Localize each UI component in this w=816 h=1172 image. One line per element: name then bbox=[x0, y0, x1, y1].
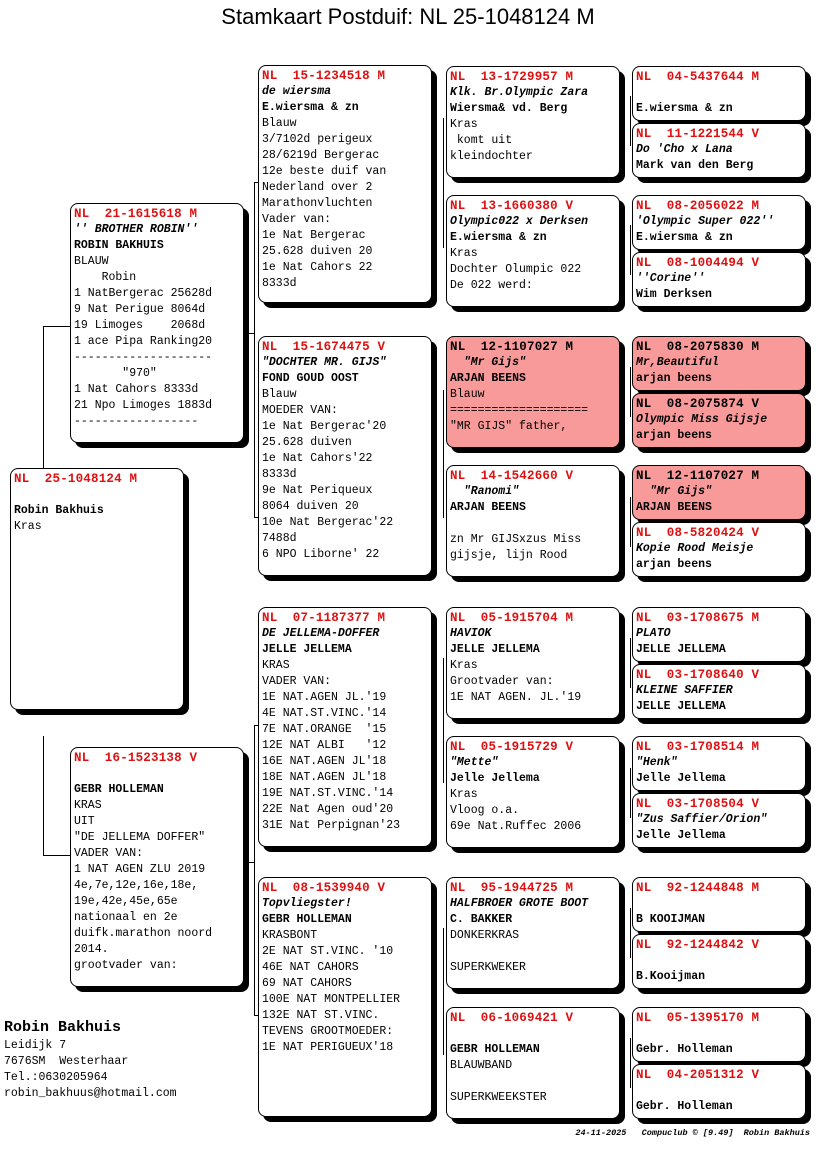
ancestor-card[interactable] bbox=[632, 336, 806, 391]
card-line: Do 'Cho x Lana bbox=[636, 143, 733, 156]
great-grandparent-card[interactable] bbox=[446, 736, 620, 848]
card-line: Kras bbox=[450, 118, 478, 131]
connector bbox=[630, 367, 631, 417]
ancestor-card[interactable] bbox=[632, 195, 806, 250]
card-line: "MR GIJS" father, bbox=[450, 420, 568, 433]
card-line: 1e Nat Bergerac'20 bbox=[262, 420, 387, 433]
ring-number: NL 04-2051312 V bbox=[636, 1068, 760, 1082]
card-line: ARJAN BEENS bbox=[636, 501, 712, 514]
card-line: GEBR HOLLEMAN bbox=[74, 783, 164, 796]
card-line: "Zus Saffier/Orion" bbox=[636, 813, 768, 826]
ring-number: NL 05-1915704 M bbox=[450, 611, 574, 625]
card-line: 7E NAT.ORANGE '15 bbox=[262, 723, 387, 736]
card-line: "DOCHTER MR. GIJS" bbox=[262, 356, 387, 369]
ring-number: NL 05-1915729 V bbox=[450, 740, 574, 754]
ring-number: NL 08-2056022 M bbox=[636, 199, 760, 213]
card-line: Vader van: bbox=[262, 213, 332, 226]
card-line: 1e Nat Bergerac bbox=[262, 229, 366, 242]
card-line: Jelle Jellema bbox=[636, 772, 726, 785]
grandparent-card[interactable] bbox=[258, 65, 432, 303]
card-line: JELLE JELLEMA bbox=[636, 700, 726, 713]
card-line: 132E NAT ST.VINC. bbox=[262, 1009, 380, 1022]
footer: 24-11-2025 Compuclub © [9.49] Robin Bakhuis bbox=[575, 1128, 810, 1138]
card-line: JELLE JELLEMA bbox=[636, 643, 726, 656]
card-line: ARJAN BEENS bbox=[450, 501, 526, 514]
card-line: Grootvader van: bbox=[450, 675, 554, 688]
card-line: 2014. bbox=[74, 943, 109, 956]
card-line: duifk.marathon noord bbox=[74, 927, 213, 940]
ring-number: NL 08-2075874 V bbox=[636, 397, 760, 411]
ring-number: NL 13-1660380 V bbox=[450, 199, 574, 213]
great-grandparent-card[interactable] bbox=[446, 195, 620, 307]
card-line bbox=[636, 1083, 802, 1099]
card-line: "Ranomi" bbox=[450, 485, 520, 498]
card-line: 9e Nat Periqueux bbox=[262, 484, 373, 497]
connector bbox=[43, 326, 71, 327]
card-line: BLAUW bbox=[74, 255, 109, 268]
card-line: arjan beens bbox=[636, 429, 712, 442]
card-line: SUPERKWEEKSTER bbox=[450, 1091, 547, 1104]
card-line: BLAUWBAND bbox=[450, 1059, 513, 1072]
ancestor-card[interactable] bbox=[632, 522, 806, 577]
card-line: 7488d bbox=[262, 532, 297, 545]
mother-card[interactable] bbox=[70, 747, 244, 987]
card-line: 6 NPO Liborne' 22 bbox=[262, 548, 380, 561]
grandparent-card[interactable] bbox=[258, 336, 432, 576]
card-line: DONKERKRAS bbox=[450, 929, 520, 942]
ancestor-card[interactable] bbox=[632, 465, 806, 520]
great-grandparent-card[interactable] bbox=[446, 607, 620, 719]
ancestor-card[interactable] bbox=[632, 66, 806, 121]
card-line: Nederland over 2 bbox=[262, 181, 373, 194]
ring-number: NL 12-1107027 M bbox=[636, 469, 760, 483]
page-title: Stamkaart Postduif: NL 25-1048124 M bbox=[221, 4, 595, 29]
card-line: JELLE JELLEMA bbox=[450, 643, 540, 656]
card-line: KRAS bbox=[262, 659, 290, 672]
connector bbox=[43, 736, 44, 856]
ring-number: NL 08-5820424 V bbox=[636, 526, 760, 540]
card-line: 1 ace Pipa Ranking20 bbox=[74, 335, 213, 348]
card-line: 1E NAT AGEN. JL.'19 bbox=[450, 691, 582, 704]
card-line: Blauw bbox=[262, 117, 297, 130]
card-line: gijsje, lijn Rood bbox=[450, 549, 568, 562]
card-line bbox=[636, 85, 802, 101]
ring-number: NL 95-1944725 M bbox=[450, 881, 574, 895]
card-line: Mr,Beautiful bbox=[636, 356, 719, 369]
card-line: E.wiersma & zn bbox=[262, 101, 359, 114]
card-line: 28/6219d Bergerac bbox=[262, 149, 380, 162]
card-line bbox=[450, 1026, 616, 1042]
owner-city: 7676SM Westerhaar bbox=[4, 1055, 129, 1068]
card-line: '' BROTHER ROBIN'' bbox=[74, 223, 199, 236]
card-line bbox=[636, 953, 802, 969]
card-line: Jelle Jellema bbox=[450, 772, 540, 785]
ancestor-card[interactable] bbox=[632, 1007, 806, 1062]
card-line: ------------------ bbox=[74, 415, 199, 428]
card-line: Jelle Jellema bbox=[636, 829, 726, 842]
card-line bbox=[450, 944, 616, 960]
grandparent-card[interactable] bbox=[258, 877, 432, 1117]
card-line: 18E NAT.AGEN JL'18 bbox=[262, 771, 387, 784]
ring-number: NL 06-1069421 V bbox=[450, 1011, 574, 1025]
ring-number: NL 03-1708640 V bbox=[636, 668, 760, 682]
card-line: grootvader van: bbox=[74, 959, 178, 972]
card-line: HALFBROER GROTE BOOT bbox=[450, 897, 589, 910]
ancestor-card[interactable] bbox=[632, 934, 806, 989]
ring-number: NL 16-1523138 V bbox=[74, 751, 198, 765]
card-line: 8333d bbox=[262, 277, 297, 290]
great-grandparent-card[interactable] bbox=[446, 66, 620, 178]
card-line: KRAS bbox=[74, 799, 102, 812]
card-line: Robin bbox=[74, 271, 137, 284]
card-line: 10e Nat Bergerac'22 bbox=[262, 516, 394, 529]
owner-name: Robin Bakhuis bbox=[4, 1019, 122, 1036]
card-line: Wiersma& vd. Berg bbox=[450, 102, 568, 115]
card-line: 8064 duiven 20 bbox=[262, 500, 359, 513]
connector bbox=[443, 118, 444, 248]
ring-number: NL 21-1615618 M bbox=[74, 207, 198, 221]
card-line: kleindochter bbox=[450, 150, 533, 163]
card-line: 1e Nat Cahors'22 bbox=[262, 452, 373, 465]
connector bbox=[254, 725, 255, 1015]
card-line: ARJAN BEENS bbox=[450, 372, 526, 385]
card-line: KRASBONT bbox=[262, 929, 318, 942]
ring-number: NL 25-1048124 M bbox=[14, 472, 138, 486]
grandparent-card[interactable] bbox=[258, 607, 432, 847]
card-line: 69e Nat.Ruffec 2006 bbox=[450, 820, 582, 833]
card-line: 12E NAT ALBI '12 bbox=[262, 739, 387, 752]
card-line: ROBIN BAKHUIS bbox=[74, 239, 164, 252]
card-line: Blauw bbox=[450, 388, 485, 401]
great-grandparent-card[interactable] bbox=[446, 465, 620, 577]
card-line: De 022 werd: bbox=[450, 279, 533, 292]
card-line: Kopie Rood Meisje bbox=[636, 542, 754, 555]
connector bbox=[443, 658, 444, 783]
card-line: Topvliegster! bbox=[262, 897, 352, 910]
card-line: Robin Bakhuis bbox=[14, 504, 104, 517]
card-line: Olympic Miss Gijsje bbox=[636, 413, 768, 426]
card-line: TEVENS GROOTMOEDER: bbox=[262, 1025, 394, 1038]
card-line bbox=[14, 487, 180, 503]
ancestor-card[interactable] bbox=[632, 877, 806, 932]
great-grandparent-card[interactable] bbox=[446, 1007, 620, 1119]
card-line: arjan beens bbox=[636, 558, 712, 571]
card-line: 4E NAT.ST.VINC.'14 bbox=[262, 707, 387, 720]
card-line: 21 Npo Limoges 1883d bbox=[74, 399, 213, 412]
card-line: 25.628 duiven 20 bbox=[262, 245, 373, 258]
connector bbox=[630, 768, 631, 818]
great-grandparent-card[interactable] bbox=[446, 877, 620, 989]
card-line: E.wiersma & zn bbox=[636, 231, 733, 244]
card-line: HAVIOK bbox=[450, 627, 492, 640]
ring-number: NL 07-1187377 M bbox=[262, 611, 386, 625]
card-line: Kras bbox=[14, 520, 42, 533]
ring-number: NL 04-5437644 M bbox=[636, 70, 760, 84]
connector bbox=[630, 1038, 631, 1088]
ring-number: NL 08-1539940 V bbox=[262, 881, 386, 895]
ring-number: NL 14-1542660 V bbox=[450, 469, 574, 483]
card-line: MOEDER VAN: bbox=[262, 404, 338, 417]
card-line: Dochter Olumpic 022 bbox=[450, 263, 582, 276]
card-line: JELLE JELLEMA bbox=[262, 643, 352, 656]
card-line: C. BAKKER bbox=[450, 913, 513, 926]
card-line: ''Corine'' bbox=[636, 272, 706, 285]
card-line: 19e,42e,45e,65e bbox=[74, 895, 178, 908]
card-line: Kras bbox=[450, 659, 478, 672]
ring-number: NL 15-1674475 V bbox=[262, 340, 386, 354]
card-line: nationaal en 2e bbox=[74, 911, 178, 924]
card-line: DE JELLEMA-DOFFER bbox=[262, 627, 380, 640]
ring-number: NL 13-1729957 M bbox=[450, 70, 574, 84]
card-line: 'Olympic Super 022'' bbox=[636, 215, 775, 228]
card-line: "Henk" bbox=[636, 756, 678, 769]
ancestor-card[interactable] bbox=[632, 793, 806, 848]
ancestor-card[interactable] bbox=[632, 393, 806, 448]
connector bbox=[630, 908, 631, 958]
card-line: 19 Limoges 2068d bbox=[74, 319, 206, 332]
card-line: 8333d bbox=[262, 468, 297, 481]
card-line: GEBR HOLLEMAN bbox=[262, 913, 352, 926]
card-line: Olympic022 x Derksen bbox=[450, 215, 589, 228]
card-line: "Mr Gijs" bbox=[450, 356, 526, 369]
ring-number: NL 15-1234518 M bbox=[262, 69, 386, 83]
card-line bbox=[450, 516, 616, 532]
ring-number: NL 03-1708514 M bbox=[636, 740, 760, 754]
card-line: 1 Nat Cahors 8333d bbox=[74, 383, 199, 396]
card-line: E.wiersma & zn bbox=[450, 231, 547, 244]
card-line: UIT bbox=[74, 815, 95, 828]
ring-number: NL 03-1708504 V bbox=[636, 797, 760, 811]
card-line: Blauw bbox=[262, 388, 297, 401]
card-line: 4e,7e,12e,16e,18e, bbox=[74, 879, 199, 892]
ring-number: NL 11-1221544 V bbox=[636, 127, 760, 141]
card-line: 9 Nat Perigue 8064d bbox=[74, 303, 206, 316]
card-line: 2E NAT ST.VINC. '10 bbox=[262, 945, 394, 958]
card-line: 69 NAT CAHORS bbox=[262, 977, 352, 990]
connector bbox=[630, 225, 631, 275]
ring-number: NL 92-1244842 V bbox=[636, 938, 760, 952]
card-line: Gebr. Holleman bbox=[636, 1043, 733, 1056]
subject-card[interactable] bbox=[10, 468, 184, 710]
card-line: VADER VAN: bbox=[74, 847, 144, 860]
connector bbox=[43, 326, 44, 470]
connector bbox=[630, 96, 631, 146]
ancestor-card[interactable] bbox=[632, 1064, 806, 1119]
card-line: B KOOIJMAN bbox=[636, 913, 706, 926]
card-line: 46E NAT CAHORS bbox=[262, 961, 359, 974]
card-line: 100E NAT MONTPELLIER bbox=[262, 993, 401, 1006]
card-line: "970" bbox=[74, 367, 157, 380]
card-line: VADER VAN: bbox=[262, 675, 332, 688]
owner-email[interactable]: robin_bakhuus@hotmail.com bbox=[4, 1087, 177, 1100]
card-line: Gebr. Holleman bbox=[636, 1100, 733, 1113]
card-line: de wiersma bbox=[262, 85, 332, 98]
card-line: E.wiersma & zn bbox=[636, 102, 733, 115]
card-line: Marathonvluchten bbox=[262, 197, 373, 210]
ring-number: NL 12-1107027 M bbox=[450, 340, 574, 354]
card-line: B.Kooijman bbox=[636, 970, 706, 983]
card-line: Wim Derksen bbox=[636, 288, 712, 301]
card-line: zn Mr GIJSxzus Miss bbox=[450, 533, 582, 546]
card-line: 25.628 duiven bbox=[262, 436, 352, 449]
connector bbox=[254, 182, 255, 517]
card-line: 1e Nat Cahors 22 bbox=[262, 261, 373, 274]
ancestor-card[interactable] bbox=[632, 123, 806, 178]
card-line: komt uit bbox=[450, 134, 513, 147]
card-line: 12e beste duif van bbox=[262, 165, 387, 178]
owner-block bbox=[4, 1018, 177, 1102]
card-line: 1E NAT PERIGUEUX'18 bbox=[262, 1041, 394, 1054]
card-line: "DE JELLEMA DOFFER" bbox=[74, 831, 206, 844]
card-line: "Mr Gijs" bbox=[636, 485, 712, 498]
card-line bbox=[636, 1026, 802, 1042]
card-line: -------------------- bbox=[74, 351, 213, 364]
card-line: Kras bbox=[450, 247, 478, 260]
ancestor-card[interactable] bbox=[632, 252, 806, 307]
ancestor-card[interactable] bbox=[632, 607, 806, 662]
card-line: 22E Nat Agen oud'20 bbox=[262, 803, 394, 816]
connector bbox=[630, 638, 631, 688]
connector bbox=[43, 855, 71, 856]
father-card[interactable] bbox=[70, 203, 244, 443]
ancestor-card[interactable] bbox=[632, 664, 806, 719]
card-line: 1 NatBergerac 25628d bbox=[74, 287, 213, 300]
owner-address: Leidijk 7 bbox=[4, 1039, 67, 1052]
card-line: PLATO bbox=[636, 627, 671, 640]
connector bbox=[630, 497, 631, 547]
card-line: 1 NAT AGEN ZLU 2019 bbox=[74, 863, 206, 876]
ring-number: NL 05-1395170 M bbox=[636, 1011, 760, 1025]
owner-phone: Tel.:0630205964 bbox=[4, 1071, 108, 1084]
card-line: SUPERKWEKER bbox=[450, 961, 526, 974]
card-line: KLEINE SAFFIER bbox=[636, 684, 733, 697]
card-line bbox=[636, 896, 802, 912]
card-line: Kras bbox=[450, 788, 478, 801]
card-line: GEBR HOLLEMAN bbox=[450, 1043, 540, 1056]
connector bbox=[443, 928, 444, 1055]
card-line: ==================== bbox=[450, 404, 589, 417]
card-line bbox=[74, 766, 240, 782]
card-line: 19E NAT.ST.VINC.'14 bbox=[262, 787, 394, 800]
card-line: FOND GOUD OOST bbox=[262, 372, 359, 385]
card-line: "Mette" bbox=[450, 756, 499, 769]
ancestor-card[interactable] bbox=[632, 736, 806, 791]
card-line: Vloog o.a. bbox=[450, 804, 520, 817]
ring-number: NL 03-1708675 M bbox=[636, 611, 760, 625]
card-line: 16E NAT.AGEN JL'18 bbox=[262, 755, 387, 768]
card-line: 31E Nat Perpignan'23 bbox=[262, 819, 401, 832]
card-line: arjan beens bbox=[636, 372, 712, 385]
ring-number: NL 92-1244848 M bbox=[636, 881, 760, 895]
card-line: 1E NAT.AGEN JL.'19 bbox=[262, 691, 387, 704]
great-grandparent-card[interactable] bbox=[446, 336, 620, 448]
card-line: 3/7102d perigeux bbox=[262, 133, 373, 146]
ring-number: NL 08-2075830 M bbox=[636, 340, 760, 354]
connector bbox=[443, 390, 444, 518]
card-line: Mark van den Berg bbox=[636, 159, 754, 172]
card-line bbox=[450, 1074, 616, 1090]
card-line: Klk. Br.Olympic Zara bbox=[450, 86, 589, 99]
ring-number: NL 08-1004494 V bbox=[636, 256, 760, 270]
